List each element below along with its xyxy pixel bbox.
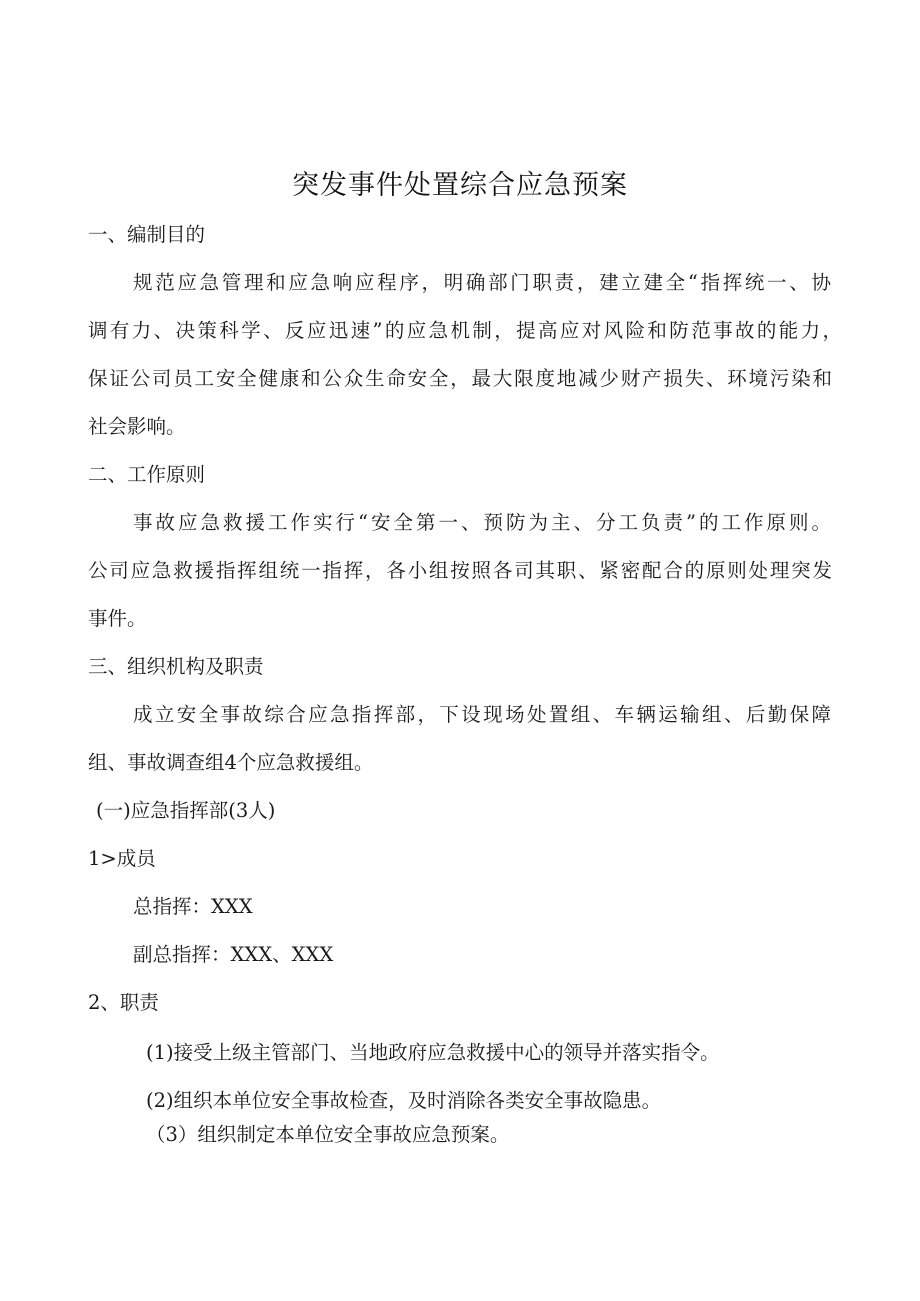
member-deputy-commander: 副总指挥：XXX、XXX [133,943,334,966]
section-heading-purpose: 一、编制目的 [88,223,206,246]
paragraph-line: 保证公司员工安全健康和公众生命安全，最大限度地减少财产损失、环境污染和 [88,367,832,390]
paragraph-line: 调有力、决策科学、反应迅速”的应急机制，提高应对风险和防范事故的能力， [88,319,842,342]
duty-item: （3）组织制定本单位安全事故应急预案。 [146,1123,510,1146]
paragraph-line: 组、事故调查组4个应急救援组。 [88,751,374,774]
subsection-heading-command: (一)应急指挥部(3人) [96,799,276,822]
paragraph-line: 事件。 [88,607,147,630]
item-heading-duties: 2、职责 [88,991,159,1014]
document-title: 突发事件处置综合应急预案 [292,170,628,201]
duty-item: (2)组织本单位安全事故检查，及时消除各类安全事故隐患。 [146,1089,662,1112]
paragraph-line: 公司应急救援指挥组统一指挥，各小组按照各司其职、紧密配合的原则处理突发 [88,559,832,582]
duty-item: (1)接受上级主管部门、当地政府应急救援中心的领导并落实指令。 [146,1041,720,1064]
paragraph-line: 事故应急救援工作实行“安全第一、预防为主、分工负责”的工作原则。 [133,511,831,534]
item-heading-members: 1>成员 [88,847,156,870]
paragraph-line: 社会影响。 [88,415,186,438]
paragraph-line: 成立安全事故综合应急指挥部，下设现场处置组、车辆运输组、后勤保障 [133,703,831,726]
section-heading-organization: 三、组织机构及职责 [88,655,264,678]
section-heading-principles: 二、工作原则 [88,463,206,486]
member-commander: 总指挥：XXX [133,895,253,918]
paragraph-line: 规范应急管理和应急响应程序，明确部门职责，建立建全“指挥统一、协 [133,271,831,294]
